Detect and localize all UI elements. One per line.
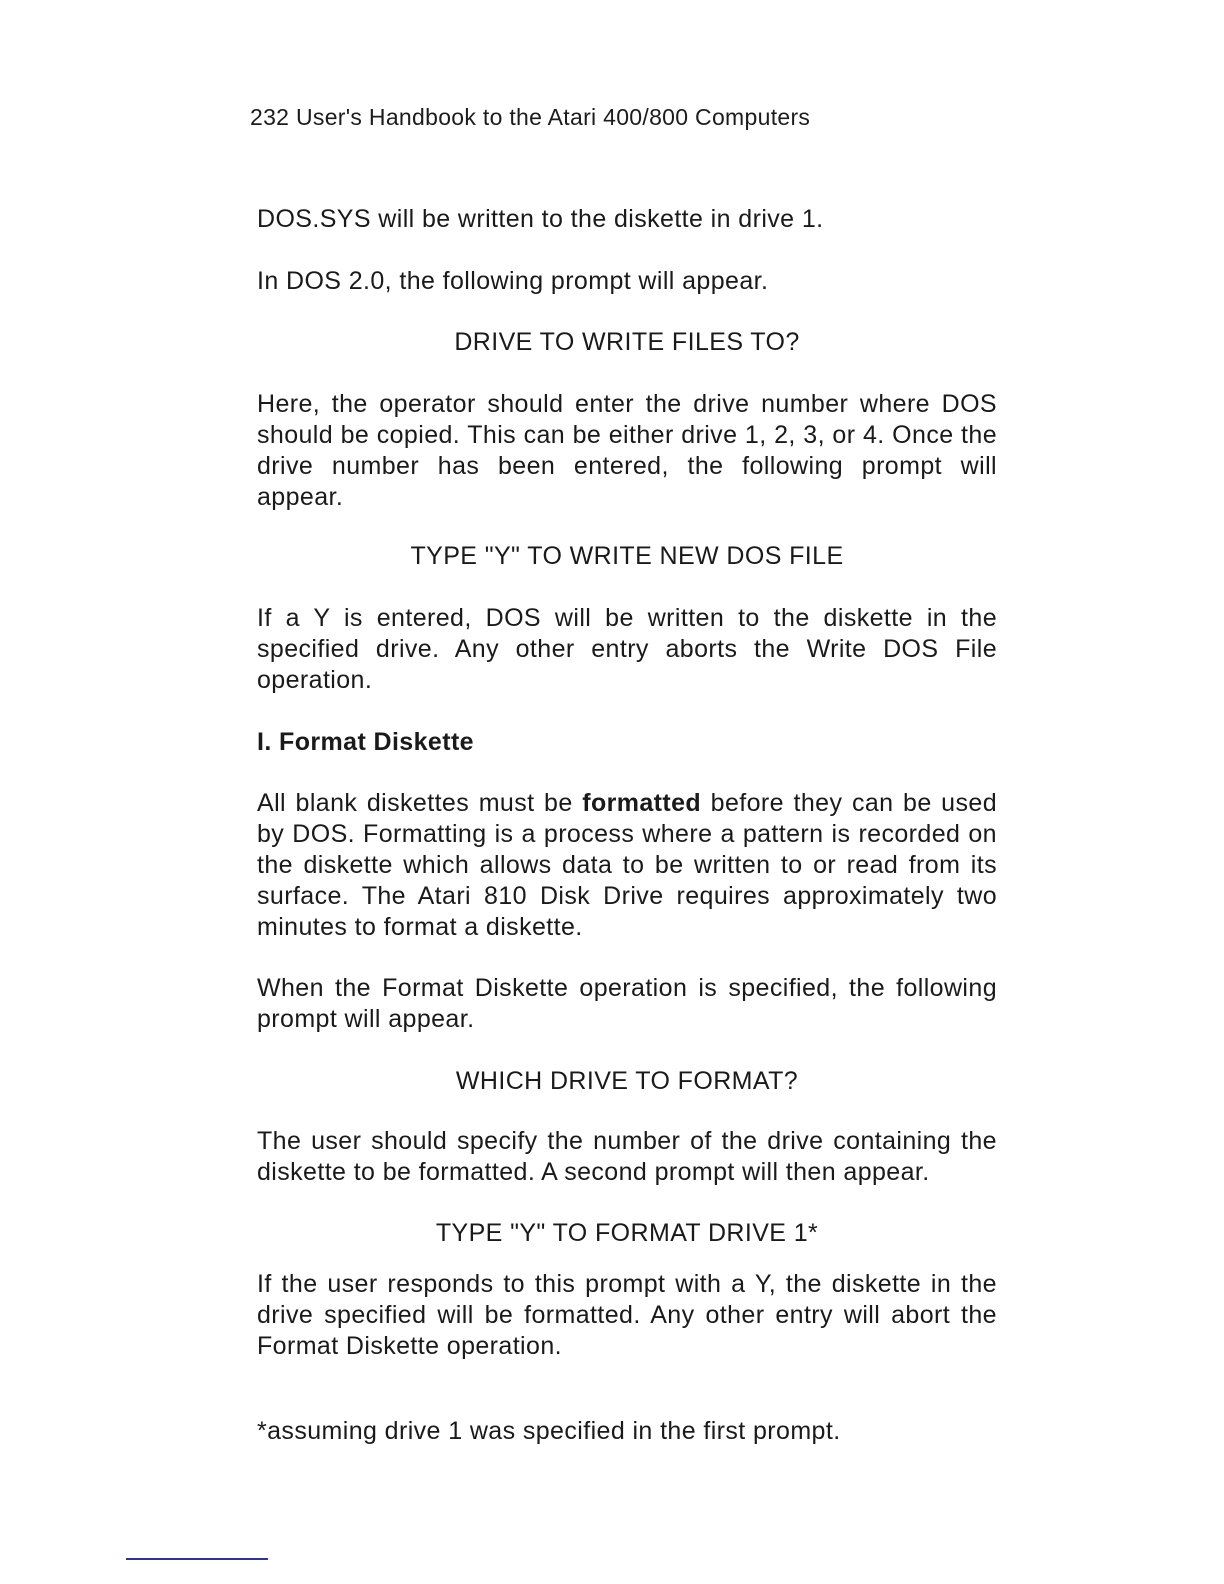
paragraph-dos-20: In DOS 2.0, the following prompt will appear. bbox=[257, 267, 769, 295]
footnote: *assuming drive 1 was specified in the first prompt. bbox=[257, 1417, 841, 1445]
p5-rest: before they can be used by DOS. Formatting is a process where a pattern is recorded on the diskette which allows data to be written to or read from its surface. The Atari 810 Disk Drive requires approximately two minutes to format a diskette. bbox=[257, 789, 997, 941]
paragraph-blank-diskettes bbox=[257, 788, 997, 943]
paragraph-operator-drive: Here, the operator should enter the drive number where DOS should be copied. This can be either drive 1, 2, 3, or 4. Once the drive number has been entered, the following prompt will appear. bbox=[257, 390, 997, 511]
prompt-drive-to-write: DRIVE TO WRITE FILES TO? bbox=[454, 328, 800, 356]
paragraph-user-responds: If the user responds to this prompt with a Y, the diskette in the drive specified will be formatted. Any other entry will abort the Format Diskette operation. bbox=[257, 1270, 997, 1360]
term-formatted: formatted bbox=[582, 789, 702, 817]
paragraph-dos-sys: DOS.SYS will be written to the diskette in drive 1. bbox=[257, 205, 824, 233]
prompt-which-drive: WHICH DRIVE TO FORMAT? bbox=[455, 1067, 799, 1095]
paragraph-format-operation: When the Format Diskette operation is specified, the following prompt will appear. bbox=[257, 974, 997, 1033]
running-header bbox=[250, 104, 810, 131]
p5-lead: All blank diskettes must be bbox=[257, 789, 583, 817]
prompt-write-new-dos: TYPE "Y" TO WRITE NEW DOS FILE bbox=[410, 542, 844, 570]
page-number: 232 bbox=[250, 104, 290, 130]
prompt-format-drive: TYPE "Y" TO FORMAT DRIVE 1* bbox=[435, 1219, 819, 1247]
paragraph-y-entered: If a Y is entered, DOS will be written to the diskette in the specified drive. Any other entry aborts the Write DOS File operation. bbox=[257, 604, 997, 694]
section-heading: I. Format Diskette bbox=[257, 728, 474, 756]
bottom-rule bbox=[126, 1558, 268, 1560]
running-title: User's Handbook to the Atari 400/800 Computers bbox=[295, 104, 811, 130]
paragraph-user-specify: The user should specify the number of the drive containing the diskette to be formatted. A second prompt will then appear. bbox=[257, 1127, 997, 1186]
